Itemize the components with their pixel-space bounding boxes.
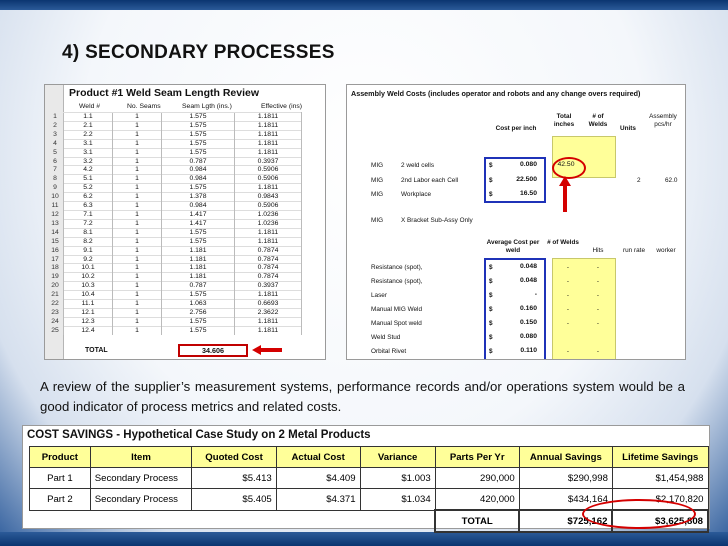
seam-length: 1.181: [162, 264, 235, 273]
seam-count: 1: [113, 113, 162, 122]
table-row: [47, 139, 302, 148]
row2-lifetime: $2,170,820: [612, 489, 708, 511]
cost-savings-title: COST SAVINGS - Hypothetical Case Study on 2 Metal Products: [27, 429, 371, 441]
seam-count: 1: [113, 130, 162, 139]
row-number: 14: [51, 228, 59, 236]
mig-row-1-desc: 2 weld cells: [401, 162, 435, 169]
hdr-avg-cost: Average Cost per weld: [486, 239, 540, 254]
hdr-welds-2: # of Welds: [547, 239, 579, 246]
weld-row-hits: -: [596, 278, 600, 285]
weld-row-value: 0.150: [519, 319, 537, 326]
table-row: [47, 130, 302, 139]
seam-count: 1: [113, 193, 162, 202]
highlight-oval-lifetime-total: [582, 499, 696, 529]
row1-parts: 290,000: [435, 468, 519, 489]
weld-number: 2.1: [64, 121, 113, 130]
seam-length: 1.575: [162, 130, 235, 139]
row-number: 1: [53, 113, 57, 120]
top-frame-band: [0, 0, 728, 10]
mig-row-2-value: 22.500: [516, 176, 537, 183]
effective-length: 1.1811: [235, 291, 302, 300]
weld-seam-review-panel: [44, 84, 326, 360]
row1-product: Part 1: [30, 468, 91, 489]
weld-row-label: Laser: [371, 292, 387, 299]
seam-length: 1.575: [162, 291, 235, 300]
weld-number: 10.2: [64, 273, 113, 282]
weld-row-value: 0.048: [519, 277, 537, 284]
row-number: 10: [51, 193, 59, 201]
weld-row-welds: -: [566, 264, 570, 271]
row-number: 7: [53, 166, 57, 174]
effective-length: 0.3937: [235, 157, 302, 166]
mig-row-3-value: 16.50: [519, 190, 537, 197]
weld-row-value: 0.080: [519, 333, 537, 340]
weld-row-dollar: $: [489, 292, 493, 299]
hdr-hits: Hits: [592, 247, 604, 254]
table-row: [47, 308, 302, 317]
weld-row-value: 0.160: [519, 305, 537, 312]
effective-length: 1.1811: [235, 317, 302, 326]
seam-count: 1: [113, 219, 162, 228]
hdr-cost-per-inch: Cost per inch: [495, 125, 537, 132]
weld-row-label: Weld Stud: [371, 334, 401, 341]
weld-number: 9.1: [64, 246, 113, 255]
row2-quoted: $5.405: [192, 489, 276, 511]
col-item: Item: [90, 447, 192, 468]
seam-length: 1.575: [162, 184, 235, 193]
effective-length: 1.0236: [235, 219, 302, 228]
seam-count: 1: [113, 237, 162, 246]
table-row: [47, 157, 302, 166]
table-row: [47, 121, 302, 130]
weld-number: 6.2: [64, 193, 113, 202]
weld-number: 11.1: [64, 300, 113, 309]
seam-count: 1: [113, 317, 162, 326]
row-number: 21: [51, 291, 59, 299]
table-row: [47, 193, 302, 202]
weld-number: 2.2: [64, 130, 113, 139]
weld-number: 12.1: [64, 308, 113, 317]
row-number: 22: [51, 300, 59, 308]
effective-length: 1.1811: [235, 228, 302, 237]
weld-row-hits: -: [596, 320, 600, 327]
row2-annual: $434,164: [519, 489, 612, 511]
row-number: 9: [53, 184, 57, 192]
effective-length: 0.5906: [235, 202, 302, 211]
table-row: [47, 113, 302, 122]
col-product: Product: [30, 447, 91, 468]
seam-count: 1: [113, 326, 162, 334]
col-parts-per-yr: Parts Per Yr: [435, 447, 519, 468]
table-row: [47, 175, 302, 184]
weld-row-welds: -: [566, 320, 570, 327]
row-number: 6: [53, 157, 57, 165]
mig-row-2-dollar: $: [489, 177, 493, 184]
header-effective: Effective (ins): [261, 103, 303, 110]
weld-row-label: Manual Spot weld: [371, 320, 422, 327]
seam-length: 1.181: [162, 246, 235, 255]
seam-length: 0.787: [162, 282, 235, 291]
table-row: [47, 219, 302, 228]
row-number: 11: [51, 202, 59, 210]
col-variance: Variance: [360, 447, 435, 468]
row1-quoted: $5.413: [192, 468, 276, 489]
seam-length: 1.575: [162, 228, 235, 237]
effective-length: 1.0236: [235, 210, 302, 219]
seam-length: 0.984: [162, 166, 235, 175]
table-row: [47, 166, 302, 175]
row-number: 13: [51, 219, 59, 227]
weld-row-dollar: $: [489, 320, 493, 327]
weld-row-dollar: $: [489, 334, 493, 341]
effective-length: 0.7874: [235, 246, 302, 255]
row1-actual: $4.409: [276, 468, 360, 489]
weld-row-label: Resistance (spot),: [371, 264, 423, 271]
row-number: 19: [51, 273, 59, 281]
effective-length: 1.1811: [235, 130, 302, 139]
weld-number: 1.1: [64, 113, 113, 122]
col-annual-savings: Annual Savings: [519, 447, 612, 468]
weld-row-hits: -: [596, 348, 600, 355]
seam-length: 2.756: [162, 308, 235, 317]
table-row: [47, 148, 302, 157]
weld-number: 9.2: [64, 255, 113, 264]
weld-row-value: 0.110: [520, 347, 537, 354]
table-row: [47, 291, 302, 300]
mig-row-1-type: MIG: [371, 162, 384, 169]
row-number: 16: [51, 246, 59, 254]
seam-length: 1.378: [162, 193, 235, 202]
seam-length: 1.575: [162, 113, 235, 122]
seam-length: 0.984: [162, 175, 235, 184]
effective-length: 1.1811: [235, 184, 302, 193]
seam-count: 1: [113, 166, 162, 175]
row-number: 3: [53, 130, 57, 138]
seam-length: 1.575: [162, 121, 235, 130]
table-row: [47, 202, 302, 211]
row-number: 25: [51, 326, 59, 334]
row2-actual: $4.371: [276, 489, 360, 511]
mig-row-2-desc: 2nd Labor each Cell: [401, 177, 459, 184]
mig-row-1-total: 42.50: [557, 161, 575, 168]
seam-count: 1: [113, 300, 162, 309]
effective-length: 0.5906: [235, 166, 302, 175]
table-row: [47, 282, 302, 291]
table-row: [47, 237, 302, 246]
table-row: [47, 273, 302, 282]
weld-number: 8.2: [64, 237, 113, 246]
row-number: 5: [53, 148, 57, 156]
seam-count: 1: [113, 202, 162, 211]
red-arrow-left-icon: [252, 345, 282, 355]
row-number: 15: [51, 237, 59, 245]
seam-length: 1.575: [162, 139, 235, 148]
weld-number: 10.3: [64, 282, 113, 291]
effective-length: 2.3622: [235, 308, 302, 317]
table-row: [30, 468, 709, 489]
weld-row-label: Resistance (spot),: [371, 278, 423, 285]
table-row: [47, 210, 302, 219]
row-number: 23: [51, 308, 59, 316]
weld-row-welds: -: [566, 348, 570, 355]
weld-row-dollar: $: [489, 306, 493, 313]
effective-length: 0.5906: [235, 175, 302, 184]
weld-row-value: 0.048: [519, 263, 537, 270]
total-annual: $725,162: [519, 510, 612, 532]
assembly-weld-costs-panel: [346, 84, 686, 360]
row2-product: Part 2: [30, 489, 91, 511]
weld-number: 12.4: [64, 326, 113, 334]
seam-count: 1: [113, 175, 162, 184]
weld-row-hits: -: [596, 264, 600, 271]
weld-row-welds: -: [566, 278, 570, 285]
effective-length: 1.1811: [235, 121, 302, 130]
mig-row-3-desc: Workplace: [401, 191, 432, 198]
seam-count: 1: [113, 210, 162, 219]
seam-length: 1.181: [162, 273, 235, 282]
table-row: [47, 300, 302, 309]
table-row: [47, 264, 302, 273]
weld-row-dollar: $: [489, 264, 493, 271]
weld-number: 4.2: [64, 166, 113, 175]
table-row: [47, 246, 302, 255]
mig-row-2-type: MIG: [371, 177, 384, 184]
hdr-run-rate: run rate: [622, 247, 646, 254]
row-number: 20: [51, 282, 59, 290]
mig-row-2-units: 2: [637, 177, 641, 184]
seam-count: 1: [113, 148, 162, 157]
seam-length: 1.575: [162, 148, 235, 157]
row2-parts: 420,000: [435, 489, 519, 511]
hdr-worker: worker: [656, 247, 676, 254]
weld-number: 7.1: [64, 210, 113, 219]
effective-length: 0.7874: [235, 264, 302, 273]
weld-total-value: 34.606: [178, 344, 248, 357]
weld-row-welds: -: [566, 292, 570, 299]
effective-length: 1.1811: [235, 237, 302, 246]
effective-length: 1.1811: [235, 139, 302, 148]
header-no-seams: No. Seams: [127, 103, 161, 110]
col-actual-cost: Actual Cost: [276, 447, 360, 468]
weld-row-dollar: $: [489, 278, 493, 285]
table-row: [47, 255, 302, 264]
mig-row-1-value: 0.080: [519, 161, 537, 168]
seam-count: 1: [113, 255, 162, 264]
weld-number: 3.1: [64, 148, 113, 157]
weld-number: 12.3: [64, 317, 113, 326]
seam-length: 1.417: [162, 219, 235, 228]
weld-row-hits: -: [596, 306, 600, 313]
row-number: 4: [53, 139, 57, 147]
seam-length: 1.575: [162, 317, 235, 326]
seam-count: 1: [113, 228, 162, 237]
row-number: 18: [51, 264, 59, 272]
row2-item: Secondary Process: [90, 489, 192, 511]
total-label: TOTAL: [435, 510, 519, 532]
row-number: 8: [53, 175, 57, 183]
seam-count: 1: [113, 246, 162, 255]
weld-number: 5.2: [64, 184, 113, 193]
seam-length: 1.181: [162, 255, 235, 264]
seam-count: 1: [113, 184, 162, 193]
table-row: [47, 326, 302, 334]
effective-length: 0.3937: [235, 282, 302, 291]
mig-row-1-dollar: $: [489, 162, 493, 169]
col-lifetime-savings: Lifetime Savings: [612, 447, 708, 468]
mig-row-3-dollar: $: [489, 191, 493, 198]
col-quoted-cost: Quoted Cost: [192, 447, 276, 468]
effective-length: 1.1811: [235, 326, 302, 334]
hdr-num-welds: # of Welds: [588, 113, 608, 128]
seam-length: 0.787: [162, 157, 235, 166]
row-number: 17: [51, 255, 59, 263]
effective-length: 1.1811: [235, 148, 302, 157]
effective-length: 0.7874: [235, 273, 302, 282]
effective-length: 1.1811: [235, 113, 302, 122]
row1-item: Secondary Process: [90, 468, 192, 489]
row1-annual: $290,998: [519, 468, 612, 489]
header-weld-num: Weld #: [79, 103, 101, 110]
weld-number: 7.2: [64, 219, 113, 228]
hdr-total-inches: Total inches: [553, 113, 575, 128]
seam-length: 1.575: [162, 237, 235, 246]
assembly-title: Assembly Weld Costs (includes operator and robots and any change overs required): [351, 89, 641, 98]
weld-row-label: Orbital Rivet: [371, 348, 407, 355]
header-seam-length: Seam Lgth (ins.): [182, 103, 232, 110]
weld-row-welds: -: [566, 306, 570, 313]
weld-number: 8.1: [64, 228, 113, 237]
weld-total-label: TOTAL: [85, 347, 108, 354]
hdr-units: Units: [620, 125, 636, 132]
hdr-assembly-pcs: Assembly pcs/hr: [649, 113, 677, 128]
row1-variance: $1.003: [360, 468, 435, 489]
seam-count: 1: [113, 273, 162, 282]
mig-row-3-type: MIG: [371, 191, 384, 198]
row-number: 12: [51, 210, 59, 218]
seam-count: 1: [113, 291, 162, 300]
slide-title: 4) SECONDARY PROCESSES: [62, 42, 335, 63]
seam-length: 1.575: [162, 326, 235, 334]
bottom-frame-band: [0, 532, 728, 546]
total-lifetime: $3,625,808: [612, 510, 708, 532]
table-row: [47, 317, 302, 326]
row-number: 2: [53, 121, 57, 129]
seam-count: 1: [113, 139, 162, 148]
row1-lifetime: $1,454,988: [612, 468, 708, 489]
seam-count: 1: [113, 121, 162, 130]
red-arrow-up-icon: [559, 176, 571, 212]
description-paragraph: A review of the supplier’s measurement systems, performance records and/or operations system would be a good indicator of process metrics and related costs.: [40, 379, 685, 414]
weld-number: 5.1: [64, 175, 113, 184]
seam-count: 1: [113, 282, 162, 291]
weld-row-value: -: [534, 291, 537, 298]
table-row: [47, 228, 302, 237]
mig-row-2-pcs: 62.0: [665, 177, 678, 184]
seam-count: 1: [113, 308, 162, 317]
weld-number: 10.4: [64, 291, 113, 300]
weld-number: 3.1: [64, 139, 113, 148]
mig-extra-type: MIG: [371, 217, 384, 224]
seam-length: 1.063: [162, 300, 235, 309]
seam-count: 1: [113, 264, 162, 273]
weld-row-dollar: $: [489, 348, 493, 355]
weld-number: 10.1: [64, 264, 113, 273]
weld-row-label: Manual MIG Weld: [371, 306, 423, 313]
mig-extra-desc: X Bracket Sub-Assy Only: [401, 217, 473, 224]
effective-length: 0.7874: [235, 255, 302, 264]
seam-count: 1: [113, 157, 162, 166]
weld-number: 3.2: [64, 157, 113, 166]
cost-savings-header-row: [30, 447, 709, 468]
weld-review-title: Product #1 Weld Seam Length Review: [69, 87, 260, 99]
table-row: [47, 184, 302, 193]
weld-number: 6.3: [64, 202, 113, 211]
seam-length: 1.417: [162, 210, 235, 219]
effective-length: 0.6693: [235, 300, 302, 309]
weld-seam-table: [47, 112, 302, 335]
row-number: 24: [51, 317, 59, 325]
effective-length: 0.9843: [235, 193, 302, 202]
row2-variance: $1.034: [360, 489, 435, 511]
seam-length: 0.984: [162, 202, 235, 211]
weld-row-hits: -: [596, 292, 600, 299]
